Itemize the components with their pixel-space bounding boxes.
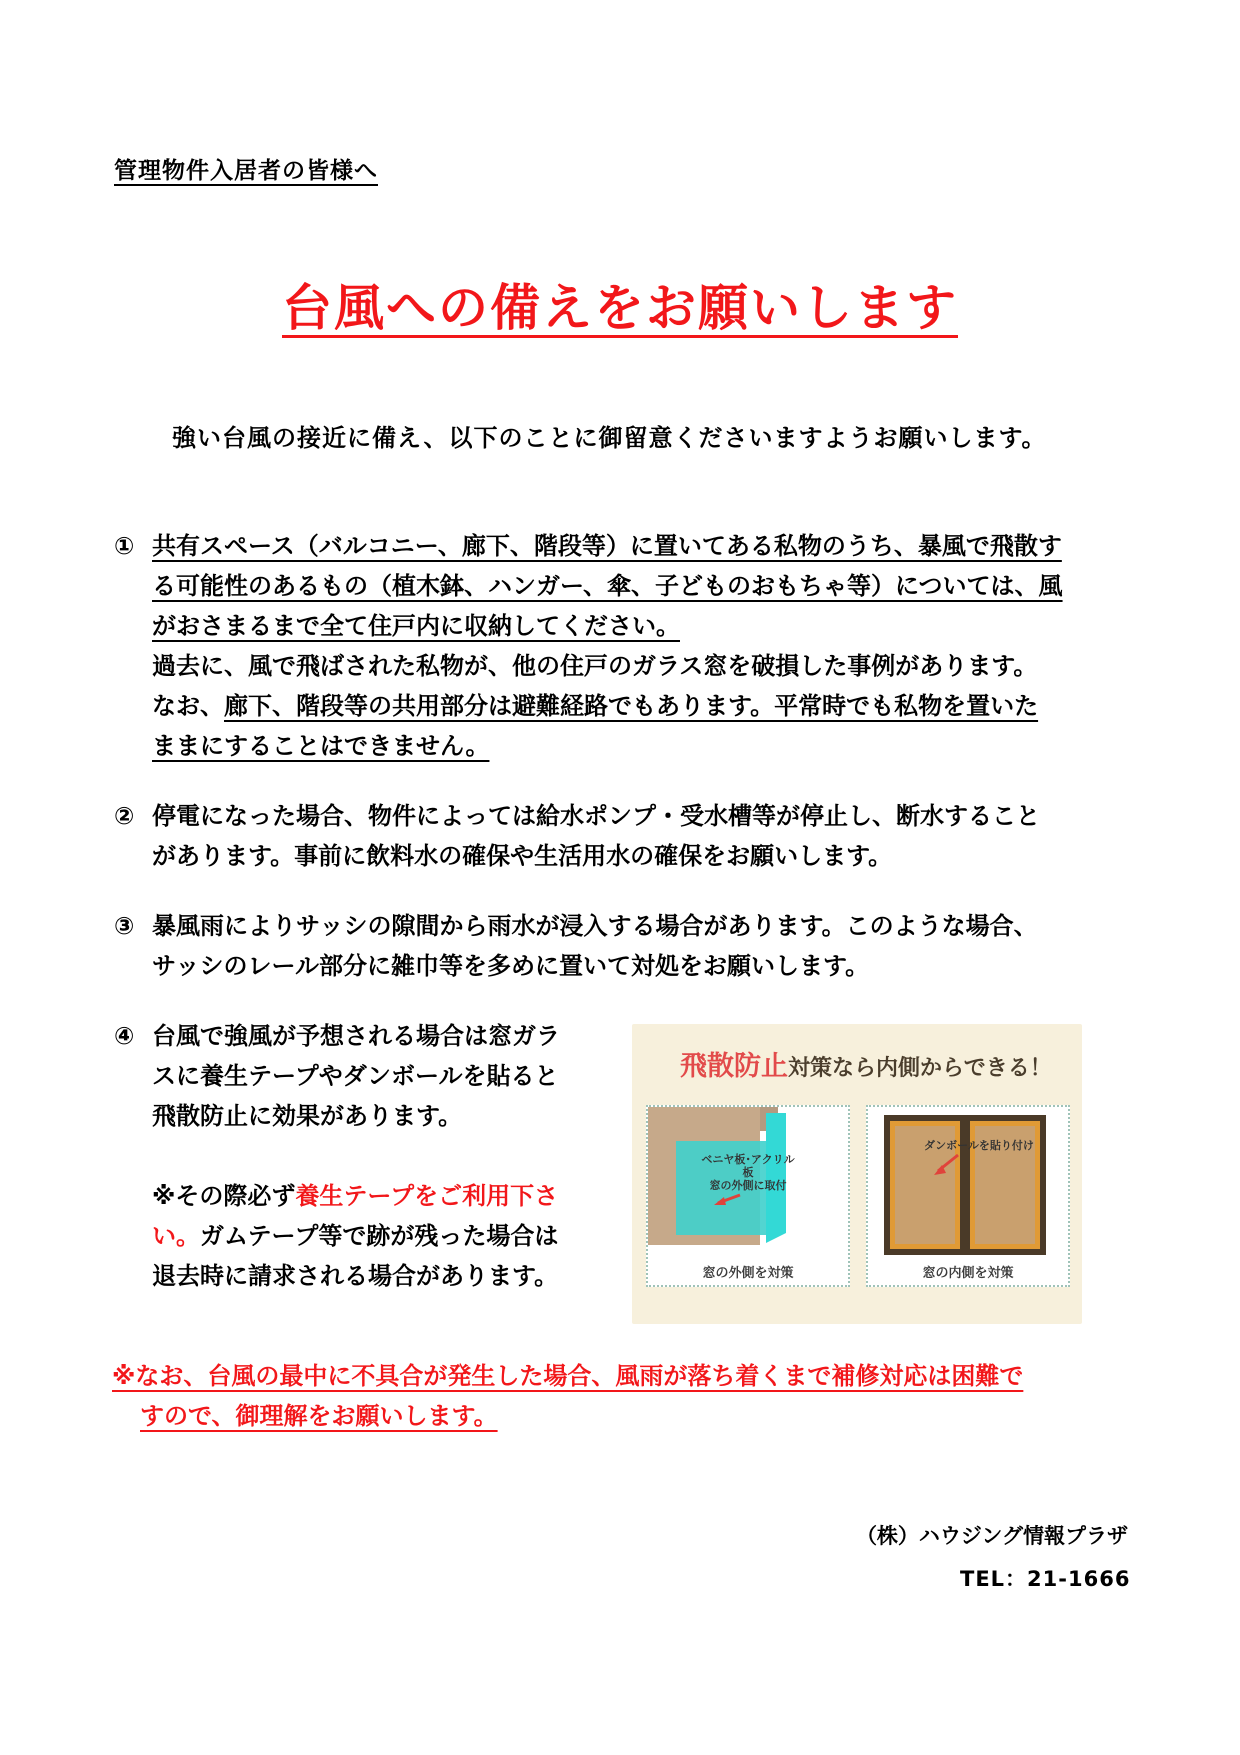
page-title: 台風への備えをお願いします — [282, 279, 958, 337]
phone-number: TEL：21-1666 — [960, 1567, 1131, 1591]
item-line: があります。事前に飲料水の確保や生活用水の確保をお願いします。 — [152, 842, 893, 870]
item-body — [152, 1016, 642, 1296]
item-line: 停電になった場合、物件によっては給水ポンプ・受水槽等が停止し、断水すること — [152, 802, 1040, 830]
item-number: ② — [114, 802, 135, 830]
item-line: 共有スペース（バルコニー、廊下、階段等）に置いてある私物のうち、暴風で飛散す — [152, 532, 1062, 560]
item-body — [152, 796, 1040, 876]
item-line: 飛散防止に効果があります。 — [152, 1102, 463, 1130]
item-line: がおさまるまで全て住戸内に収納してください。 — [152, 612, 680, 640]
item-line: る可能性のあるもの（植木鉢、ハンガー、傘、子どものおもちゃ等）については、風 — [152, 572, 1063, 600]
outside-window-panel — [646, 1105, 850, 1287]
item-note: ※その際必ず養生テープをご利用下さ — [152, 1182, 559, 1210]
item-line: 過去に、風で飛ばされた私物が、他の住戸のガラス窓を破損した事例があります。 — [152, 652, 1038, 680]
addressee: 管理物件入居者の皆様へ — [114, 158, 378, 184]
item-line: スに養生テープやダンボールを貼ると — [152, 1062, 559, 1090]
shatter-prevention-illustration — [632, 1024, 1082, 1324]
item-body — [152, 526, 1063, 766]
final-line: すので、御理解をお願いします。 — [140, 1402, 498, 1430]
illustration-title: 飛散防止対策なら内側からできる！ — [680, 1051, 1052, 1082]
item-line: 台風で強風が予想される場合は窓ガラ — [152, 1022, 560, 1050]
item-number: ③ — [114, 912, 135, 940]
outside-caption: 窓の外側を対策 — [702, 1266, 794, 1281]
outside-label: ベニヤ板･アクリル板 窓の外側に取付 — [701, 1153, 795, 1192]
item-line: ままにすることはできません。 — [152, 732, 490, 760]
item-line: なお、廊下、階段等の共用部分は避難経路でもあります。平常時でも私物を置いた — [152, 692, 1039, 720]
item-note: い。ガムテープ等で跡が残った場合は — [152, 1222, 559, 1250]
inside-window-panel — [866, 1105, 1070, 1287]
intro-text: 強い台風の接近に備え、以下のことに御留意くださいますようお願いします。 — [172, 424, 1047, 452]
final-notice — [112, 1356, 1023, 1436]
item-number: ④ — [114, 1022, 135, 1050]
item-line: 暴風雨によりサッシの隙間から雨水が浸入する場合があります。このような場合、 — [152, 912, 1038, 940]
company-name: （株）ハウジング情報プラザ — [855, 1524, 1128, 1548]
item-note: 退去時に請求される場合があります。 — [152, 1262, 559, 1290]
inside-label: ダンボールを貼り付け — [924, 1139, 1034, 1152]
window-inside-icon — [868, 1107, 1068, 1285]
item-body — [152, 906, 1038, 986]
final-line: ※なお、台風の最中に不具合が発生した場合、風雨が落ち着くまで補修対応は困難で — [112, 1362, 1024, 1390]
item-line: サッシのレール部分に雑巾等を多めに置いて対処をお願いします。 — [152, 952, 870, 980]
item-number: ① — [114, 532, 135, 560]
window-outside-icon — [648, 1107, 848, 1285]
inside-caption: 窓の内側を対策 — [922, 1266, 1014, 1281]
